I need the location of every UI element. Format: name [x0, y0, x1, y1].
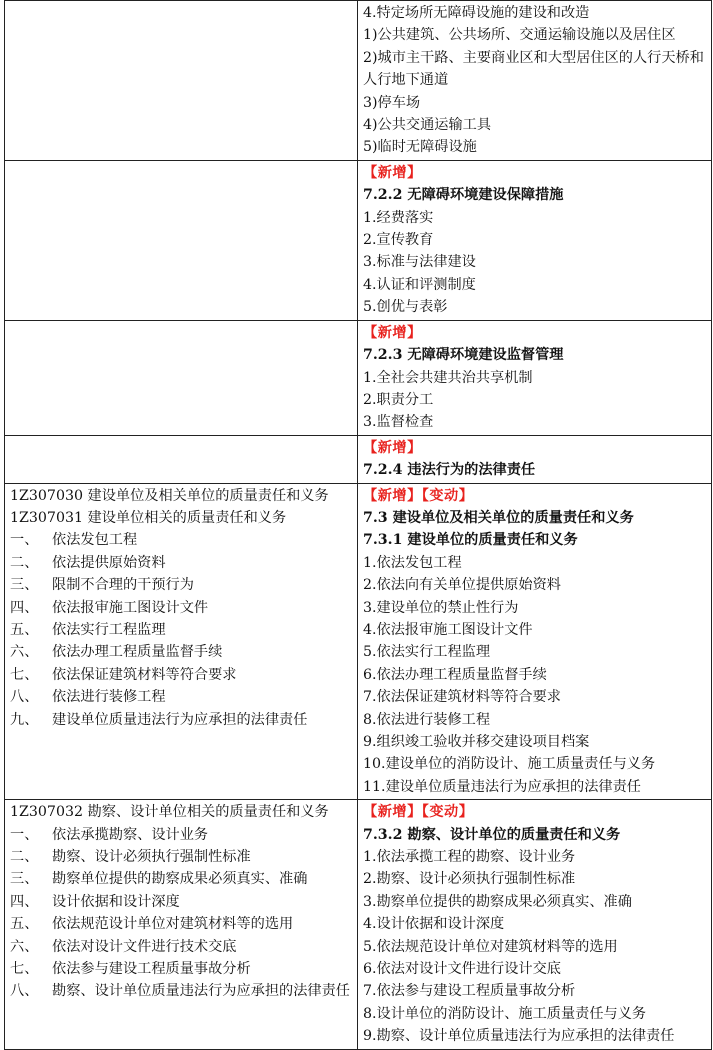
outline-line: 4.认证和评测制度	[363, 276, 476, 293]
outline-line: 1.依法发包工程	[363, 554, 462, 571]
old-outline-item	[10, 709, 353, 731]
old-outline-item	[10, 574, 353, 596]
item-text: 依法提供原始资料	[52, 554, 166, 571]
section-heading: 7.2.3 无障碍环境建设监督管理	[363, 347, 564, 364]
change-tag: 【新增】	[363, 324, 422, 341]
outline-line: 3.建设单位的禁止性行为	[363, 599, 519, 616]
item-text: 依法对设计文件进行技术交底	[52, 938, 237, 955]
item-text: 依法参与建设工程质量事故分析	[52, 961, 251, 978]
item-number: 四、	[10, 599, 39, 616]
outline-line: 3)停车场	[363, 94, 421, 111]
outline-line: 4.特定场所无障碍设施的建设和改造	[363, 5, 590, 21]
item-number: 一、	[10, 826, 39, 843]
section-heading: 7.3.2 勘察、设计单位的质量责任和义务	[363, 826, 621, 843]
table-row	[5, 483, 712, 800]
change-tag: 【新增】【变动】	[363, 487, 474, 504]
old-outline-item	[10, 936, 353, 958]
old-outline-cell	[5, 483, 358, 800]
old-outline-item	[10, 597, 353, 619]
item-text: 依法实行工程监理	[52, 621, 166, 638]
item-text: 建设单位质量违法行为应承担的法律责任	[52, 711, 308, 728]
old-outline-item	[10, 686, 353, 708]
old-outline-cell	[5, 800, 358, 1049]
old-section-title: 1Z307031 建设单位相关的质量责任和义务	[10, 509, 287, 526]
old-outline-cell	[5, 160, 358, 320]
old-outline-cell	[5, 1, 358, 161]
item-text: 依法保证建筑材料等符合要求	[52, 666, 237, 683]
item-text: 勘察、设计必须执行强制性标准	[52, 849, 251, 866]
outline-line: 4)公共交通运输工具	[363, 117, 492, 134]
outline-line: 2.宣传教育	[363, 232, 434, 249]
outline-line: 8.依法进行装修工程	[363, 711, 491, 728]
item-text: 依法规范设计单位对建筑材料等的选用	[52, 916, 294, 933]
outline-line: 1)公共建筑、公共场所、交通运输设施以及居住区	[363, 27, 676, 44]
section-heading: 7.2.4 违法行为的法律责任	[363, 462, 536, 479]
new-outline-cell	[358, 435, 712, 483]
outline-line: 9.勘察、设计单位质量违法行为应承担的法律责任	[363, 1028, 675, 1045]
outline-line: 4.设计依据和设计深度	[363, 916, 505, 933]
table-row	[5, 160, 712, 320]
outline-line: 2)城市主干路、主要商业区和大型居住区的人行天桥和人行地下通道	[363, 49, 704, 89]
item-text: 勘察、设计单位质量违法行为应承担的法律责任	[52, 983, 350, 1000]
item-number: 三、	[10, 577, 39, 594]
item-text: 限制不合理的干预行为	[52, 577, 194, 594]
item-text: 依法发包工程	[52, 532, 138, 549]
old-outline-item	[10, 529, 353, 551]
old-outline-item	[10, 980, 353, 1002]
item-number: 二、	[10, 849, 39, 866]
old-section-title: 1Z307030 建设单位及相关单位的质量责任和义务	[10, 487, 329, 504]
item-number: 五、	[10, 621, 39, 638]
item-number: 八、	[10, 983, 39, 1000]
new-outline-cell	[358, 800, 712, 1049]
old-outline-item	[10, 868, 353, 890]
outline-line: 1.经费落实	[363, 209, 434, 226]
outline-line: 5.创优与表彰	[363, 299, 448, 316]
outline-line: 2.依法向有关单位提供原始资料	[363, 577, 561, 594]
change-tag: 【新增】【变动】	[363, 804, 474, 821]
old-outline-item	[10, 913, 353, 935]
outline-line: 2.勘察、设计必须执行强制性标准	[363, 871, 576, 888]
section-heading: 7.2.2 无障碍环境建设保障措施	[363, 187, 564, 204]
old-outline-item	[10, 824, 353, 846]
item-text: 依法办理工程质量监督手续	[52, 644, 223, 661]
new-outline-cell	[358, 1, 712, 161]
section-heading: 7.3 建设单位及相关单位的质量责任和义务	[363, 509, 634, 526]
item-number: 四、	[10, 893, 39, 910]
item-number: 七、	[10, 961, 39, 978]
item-number: 六、	[10, 644, 39, 661]
outline-line: 6.依法对设计文件进行设计交底	[363, 961, 561, 978]
old-outline-item	[10, 664, 353, 686]
outline-line: 1.依法承揽工程的勘察、设计业务	[363, 849, 576, 866]
item-text: 设计依据和设计深度	[52, 893, 180, 910]
outline-line: 4.依法报审施工图设计文件	[363, 621, 533, 638]
table-row	[5, 800, 712, 1049]
item-number: 七、	[10, 666, 39, 683]
table-row	[5, 1, 712, 161]
item-text: 勘察单位提供的勘察成果必须真实、准确	[52, 871, 308, 888]
outline-line: 3.勘察单位提供的勘察成果必须真实、准确	[363, 893, 632, 910]
outline-line: 7.依法保证建筑材料等符合要求	[363, 689, 561, 706]
outline-line: 5)临时无障碍设施	[363, 139, 477, 156]
new-outline-cell	[358, 160, 712, 320]
item-number: 五、	[10, 916, 39, 933]
section-heading: 7.3.1 建设单位的质量责任和义务	[363, 532, 578, 549]
item-number: 六、	[10, 938, 39, 955]
outline-line: 1.全社会共建共治共享机制	[363, 369, 533, 386]
outline-line: 9.组织竣工验收并移交建设项目档案	[363, 734, 590, 750]
table-row	[5, 435, 712, 483]
item-text: 依法报审施工图设计文件	[52, 599, 209, 616]
item-number: 九、	[10, 711, 39, 728]
outline-line: 6.依法办理工程质量监督手续	[363, 666, 547, 683]
outline-line: 3.标准与法律建设	[363, 254, 476, 271]
outline-line: 7.依法参与建设工程质量事故分析	[363, 983, 576, 1000]
new-outline-cell	[358, 483, 712, 800]
item-text: 依法进行装修工程	[52, 689, 166, 706]
outline-line: 3.监督检查	[363, 414, 434, 431]
old-outline-cell	[5, 435, 358, 483]
change-tag: 【新增】	[363, 439, 422, 456]
old-section-title: 1Z307032 勘察、设计单位相关的质量责任和义务	[10, 804, 329, 821]
item-number: 一、	[10, 532, 39, 549]
item-number: 八、	[10, 689, 39, 706]
table-row	[5, 320, 712, 435]
old-outline-item	[10, 552, 353, 574]
outline-line: 2.职责分工	[363, 391, 434, 408]
outline-line: 5.依法规范设计单位对建筑材料等的选用	[363, 938, 618, 955]
old-outline-cell	[5, 320, 358, 435]
outline-line: 10.建设单位的消防设计、施工质量责任与义务	[363, 756, 656, 773]
old-outline-item	[10, 846, 353, 868]
old-outline-item	[10, 958, 353, 980]
new-outline-cell	[358, 320, 712, 435]
old-outline-item	[10, 641, 353, 663]
old-outline-item	[10, 891, 353, 913]
change-tag: 【新增】	[363, 164, 422, 181]
item-number: 三、	[10, 871, 39, 888]
item-text: 依法承揽勘察、设计业务	[52, 826, 209, 843]
old-outline-item	[10, 619, 353, 641]
outline-line: 5.依法实行工程监理	[363, 644, 491, 661]
outline-line: 8.设计单位的消防设计、施工质量责任与义务	[363, 1005, 647, 1022]
comparison-table	[4, 0, 712, 1050]
outline-line: 11.建设单位质量违法行为应承担的法律责任	[363, 778, 641, 795]
item-number: 二、	[10, 554, 39, 571]
